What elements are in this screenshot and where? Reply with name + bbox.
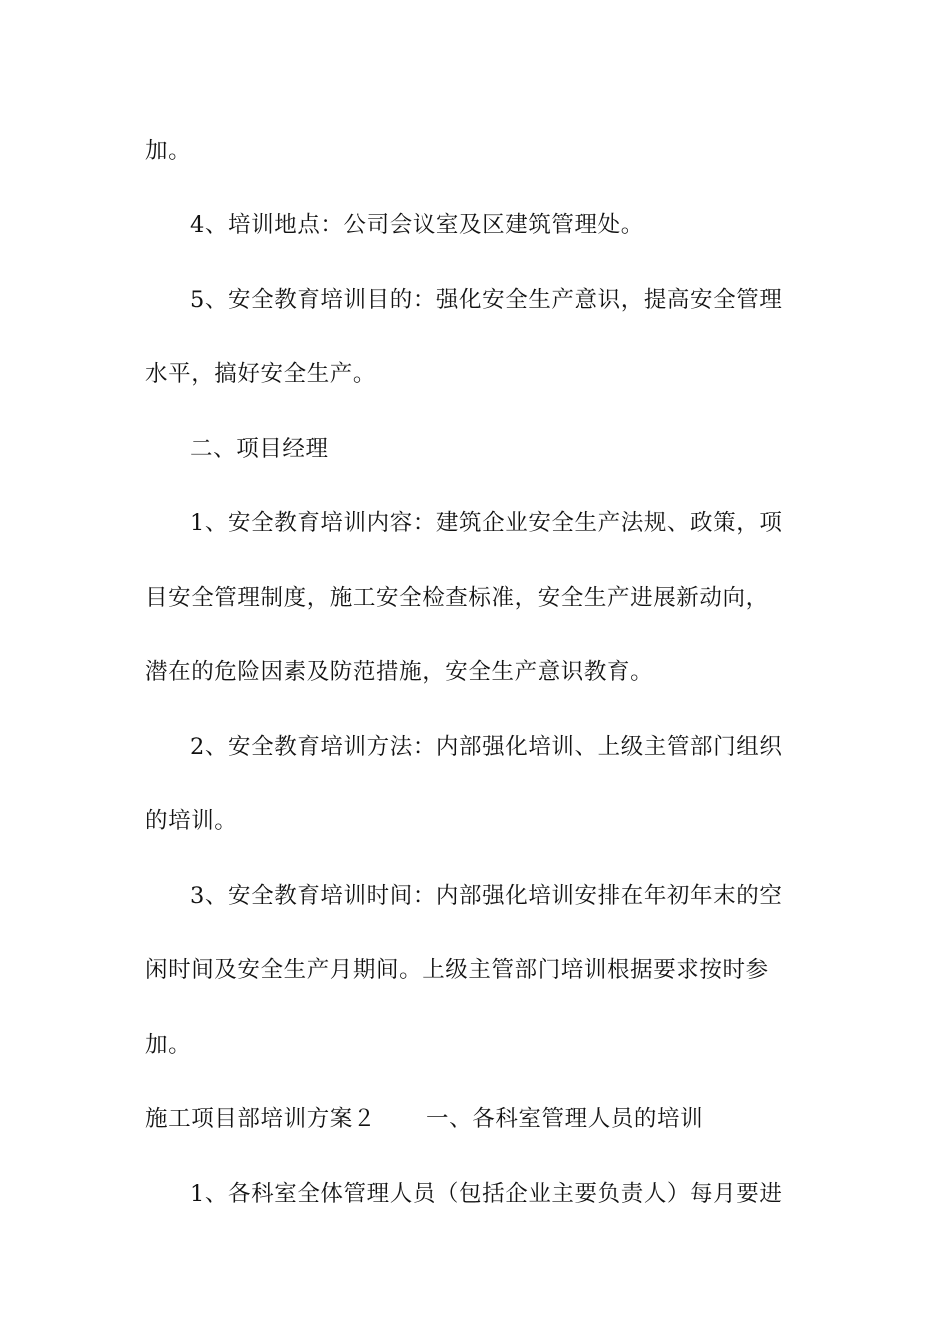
paragraph-line: 目安全管理制度，施工安全检查标准，安全生产进展新动向，: [145, 585, 769, 611]
paragraph-line: 4、培训地点：公司会议室及区建筑管理处。: [190, 212, 644, 238]
paragraph-line: 1、各科室全体管理人员（包括企业主要负责人）每月要进: [190, 1181, 783, 1207]
section-title: 一、各科室管理人员的培训: [426, 1106, 704, 1132]
paragraph-line: 水平，搞好安全生产。: [145, 361, 377, 387]
document-title: 施工项目部培训方案２: [145, 1106, 377, 1132]
paragraph-line: 5、安全教育培训目的：强化安全生产意识，提高安全管理: [190, 287, 783, 313]
paragraph-line: 加。: [145, 1032, 192, 1058]
paragraph-line: 2、安全教育培训方法：内部强化培训、上级主管部门组织: [190, 734, 783, 760]
paragraph-line: 的培训。: [145, 808, 238, 834]
paragraph-line: 3、安全教育培训时间：内部强化培训安排在年初年末的空: [190, 883, 783, 909]
paragraph-line: 潜在的危险因素及防范措施，安全生产意识教育。: [145, 659, 654, 685]
paragraph-line: 闲时间及安全生产月期间。上级主管部门培训根据要求按时参: [145, 957, 769, 983]
paragraph-line: 加。: [145, 138, 192, 164]
paragraph-line: 1、安全教育培训内容：建筑企业安全生产法规、政策，项: [190, 510, 783, 536]
document-heading: [145, 1101, 825, 1137]
section-heading: 二、项目经理: [190, 436, 329, 462]
